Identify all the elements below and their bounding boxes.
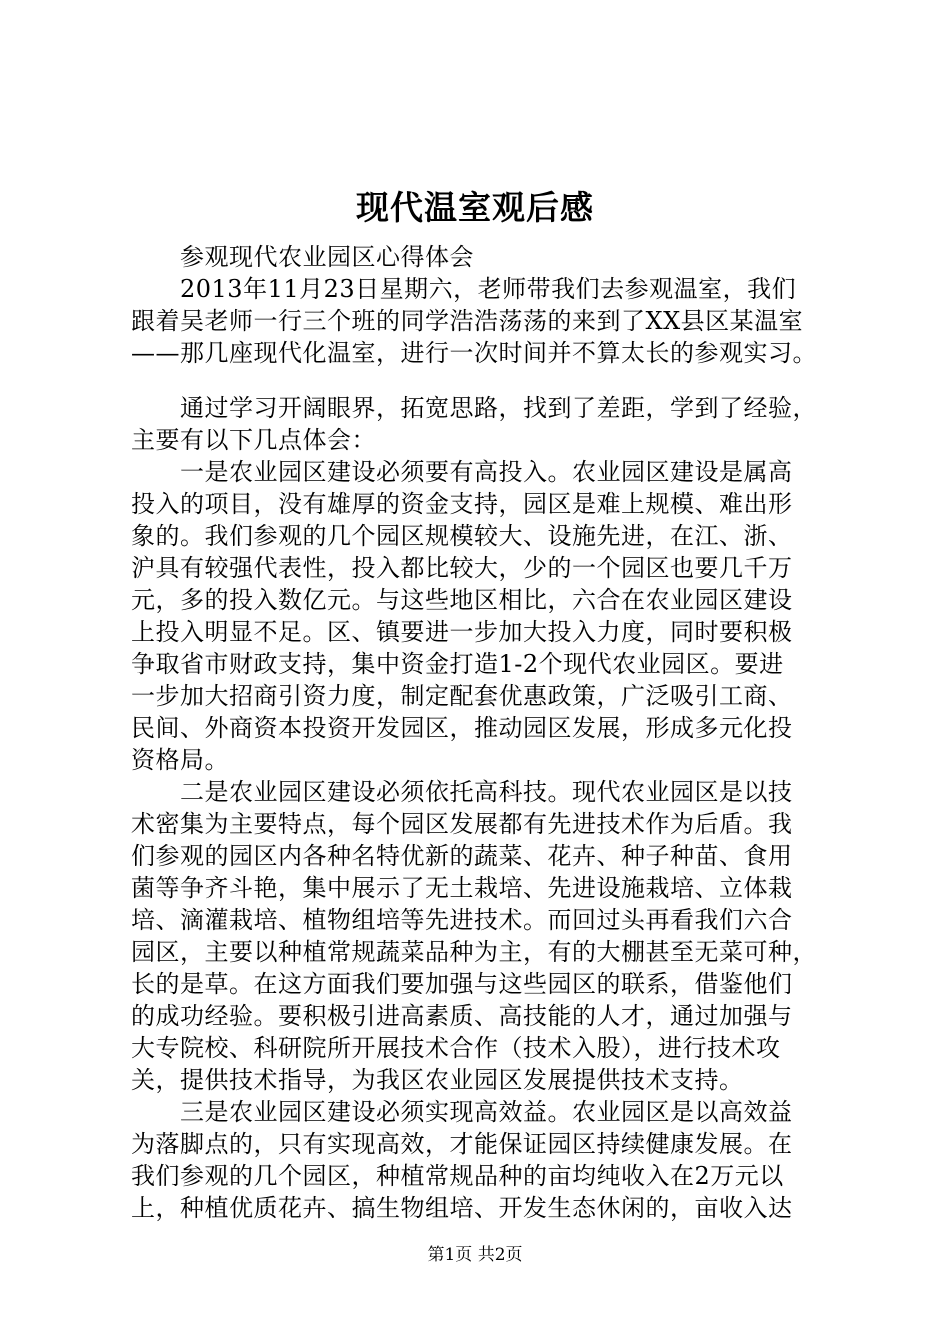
page-footer: 第1页 共2页 [427, 1245, 523, 1265]
text-line: 资格局。 [131, 746, 229, 774]
text-line: 关，提供技术指导，为我区农业园区发展提供技术支持。 [131, 1066, 744, 1094]
text-line: 跟着吴老师一行三个班的同学浩浩荡荡的来到了XX县区某温室 [131, 307, 804, 335]
text-line: ——那几座现代化温室，进行一次时间并不算太长的参观实习。 [131, 339, 817, 367]
text-line: 2013年11月23日星期六，老师带我们去参观温室，我们 [180, 275, 797, 303]
text-line: 争取省市财政支持，集中资金打造1-2个现代农业园区。要进 [131, 650, 784, 678]
text-line: 术密集为主要特点，每个园区发展都有先进技术作为后盾。我 [131, 810, 793, 838]
text-line: 民间、外商资本投资开发园区，推动园区发展，形成多元化投 [131, 714, 793, 742]
text-line: 二是农业园区建设必须依托高科技。现代农业园区是以技 [180, 778, 793, 806]
text-line: 参观现代农业园区心得体会 [180, 243, 474, 271]
text-line: 大专院校、科研院所开展技术合作（技术入股），进行技术攻 [131, 1034, 781, 1062]
page-title: 现代温室观后感 [356, 188, 594, 227]
text-line: 象的。我们参观的几个园区规模较大、设施先进，在江、浙、 [131, 522, 793, 550]
text-line: 长的是草。在这方面我们要加强与这些园区的联系，借鉴他们 [131, 970, 793, 998]
text-line: 元，多的投入数亿元。与这些地区相比，六合在农业园区建设 [131, 586, 793, 614]
text-line: 主要有以下几点体会： [131, 426, 376, 454]
text-line: 培、滴灌栽培、植物组培等先进技术。而回过头再看我们六合 [131, 906, 793, 934]
text-line: 投入的项目，没有雄厚的资金支持，园区是难上规模、难出形 [131, 490, 793, 518]
text-line: 上，种植优质花卉、搞生物组培、开发生态休闲的，亩收入达 [131, 1194, 793, 1222]
text-line: 通过学习开阔眼界，拓宽思路，找到了差距，学到了经验， [180, 394, 817, 422]
text-line: 我们参观的几个园区，种植常规品种的亩均纯收入在2万元以 [131, 1162, 784, 1190]
text-line: 菌等争齐斗艳，集中展示了无土栽培、先进设施栽培、立体栽 [131, 874, 793, 902]
text-line: 的成功经验。要积极引进高素质、高技能的人才，通过加强与 [131, 1002, 793, 1030]
text-line: 沪具有较强代表性，投入都比较大，少的一个园区也要几千万 [131, 554, 793, 582]
text-line: 一步加大招商引资力度，制定配套优惠政策，广泛吸引工商、 [131, 682, 793, 710]
text-line: 一是农业园区建设必须要有高投入。农业园区建设是属高 [180, 458, 793, 486]
text-line: 园区，主要以种植常规蔬菜品种为主，有的大棚甚至无菜可种， [131, 938, 817, 966]
text-line: 三是农业园区建设必须实现高效益。农业园区是以高效益 [180, 1098, 793, 1126]
text-line: 上投入明显不足。区、镇要进一步加大投入力度，同时要积极 [131, 618, 793, 646]
text-line: 们参观的园区内各种名特优新的蔬菜、花卉、种子种苗、食用 [131, 842, 793, 870]
text-line: 为落脚点的，只有实现高效，才能保证园区持续健康发展。在 [131, 1130, 793, 1158]
